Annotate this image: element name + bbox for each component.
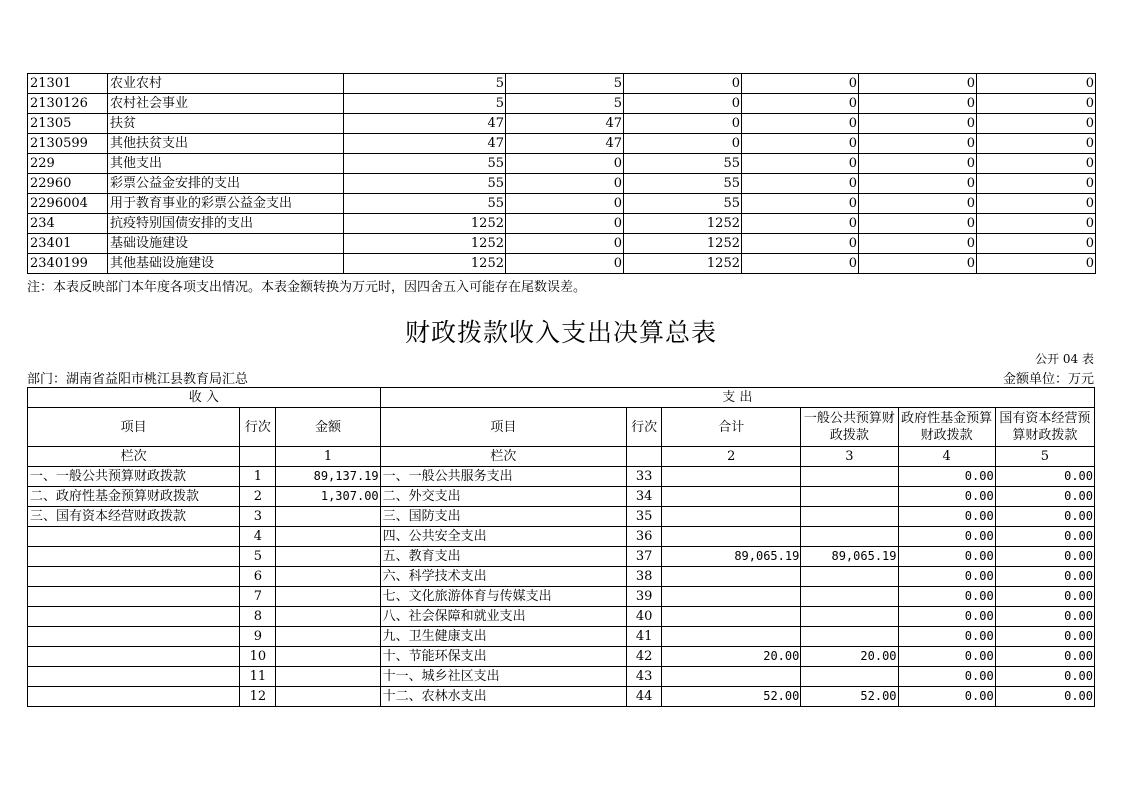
- table-note: 注：本表反映部门本年度各项支出情况。本表金额转换为万元时，因四舍五入可能存在尾数误差。: [27, 280, 587, 295]
- section-header-row: [28, 388, 1095, 408]
- income-item: [28, 687, 240, 707]
- table-row: [28, 627, 1095, 647]
- form-number: 公开 04 表: [1035, 352, 1094, 366]
- table-row: [28, 547, 1095, 567]
- column-number-row: [28, 447, 1095, 467]
- expense-row-no: 34: [627, 487, 662, 507]
- general-budget-amount: 20.00: [801, 647, 898, 667]
- amount-v2: 0: [506, 234, 624, 254]
- expense-total: [662, 527, 801, 547]
- income-amount: [276, 627, 380, 647]
- fund-budget-amount: 0.00: [898, 647, 995, 667]
- amount-v1: 55: [344, 194, 506, 214]
- fund-budget-amount: 0.00: [898, 547, 995, 567]
- table-row: [28, 687, 1095, 707]
- state-capital-amount: 0.00: [995, 507, 1094, 527]
- income-amount: [276, 687, 380, 707]
- income-section-header: 收 入: [28, 388, 381, 408]
- subject-name: 其他支出: [108, 154, 344, 174]
- amount-v6: 0: [977, 114, 1096, 134]
- amount-v4: 0: [742, 114, 859, 134]
- fund-budget-amount: 0.00: [898, 627, 995, 647]
- expense-total: [662, 667, 801, 687]
- amount-v6: 0: [977, 134, 1096, 154]
- amount-v5: 0: [859, 214, 977, 234]
- amount-v1: 55: [344, 154, 506, 174]
- state-capital-amount: 0.00: [995, 687, 1094, 707]
- amount-v4: 0: [742, 194, 859, 214]
- amount-v1: 47: [344, 134, 506, 154]
- expense-total: 20.00: [662, 647, 801, 667]
- table-row: [28, 234, 1096, 254]
- table-row: [28, 667, 1095, 687]
- fund-budget-header: 政府性基金预算财政拨款: [898, 408, 995, 447]
- table-row: [28, 487, 1095, 507]
- amount-v1: 5: [344, 74, 506, 94]
- income-item: [28, 627, 240, 647]
- amount-v1: 47: [344, 114, 506, 134]
- fund-budget-amount: 0.00: [898, 567, 995, 587]
- table-row: [28, 154, 1096, 174]
- expense-total: 89,065.19: [662, 547, 801, 567]
- table-row: [28, 94, 1096, 114]
- amount-v4: 0: [742, 254, 859, 274]
- amount-v2: 0: [506, 254, 624, 274]
- income-item: [28, 567, 240, 587]
- income-amount: [276, 667, 380, 687]
- state-capital-amount: 0.00: [995, 567, 1094, 587]
- amount-v1: 55: [344, 174, 506, 194]
- blank-cell: [627, 447, 662, 467]
- expense-item: 一、一般公共服务支出: [380, 467, 626, 487]
- expense-row-no: 39: [627, 587, 662, 607]
- state-capital-amount: 0.00: [995, 527, 1094, 547]
- blank-cell: [240, 447, 276, 467]
- state-capital-amount: 0.00: [995, 467, 1094, 487]
- income-amount: [276, 527, 380, 547]
- income-item: [28, 527, 240, 547]
- state-capital-amount: 0.00: [995, 547, 1094, 567]
- subject-name: 其他基础设施建设: [108, 254, 344, 274]
- amount-v5: 0: [859, 174, 977, 194]
- expense-row-no: 40: [627, 607, 662, 627]
- subject-name: 用于教育事业的彩票公益金支出: [108, 194, 344, 214]
- income-row-no: 1: [240, 467, 276, 487]
- table-row: [28, 587, 1095, 607]
- amount-v5: 0: [859, 254, 977, 274]
- subject-code: 2340199: [28, 254, 108, 274]
- amount-v2: 0: [506, 214, 624, 234]
- col-num-5: 5: [995, 447, 1094, 467]
- general-budget-amount: [801, 567, 898, 587]
- amount-v2: 47: [506, 134, 624, 154]
- subject-code: 23401: [28, 234, 108, 254]
- table-row: [28, 467, 1095, 487]
- amount-v6: 0: [977, 154, 1096, 174]
- fund-budget-amount: 0.00: [898, 687, 995, 707]
- amount-v2: 47: [506, 114, 624, 134]
- amount-v3: 0: [624, 134, 742, 154]
- fund-budget-amount: 0.00: [898, 607, 995, 627]
- expense-row-no: 35: [627, 507, 662, 527]
- table-row: [28, 527, 1095, 547]
- amount-v3: 55: [624, 194, 742, 214]
- fund-budget-amount: 0.00: [898, 527, 995, 547]
- subject-name: 农村社会事业: [108, 94, 344, 114]
- table-row: [28, 567, 1095, 587]
- income-item-header: 项目: [28, 408, 240, 447]
- income-row-no: 6: [240, 567, 276, 587]
- general-budget-amount: [801, 607, 898, 627]
- amount-v2: 0: [506, 174, 624, 194]
- amount-v6: 0: [977, 254, 1096, 274]
- state-capital-header: 国有资本经营预算财政拨款: [995, 408, 1094, 447]
- table-row: [28, 194, 1096, 214]
- subject-code: 234: [28, 214, 108, 234]
- total-header: 合计: [662, 408, 801, 447]
- fund-budget-amount: 0.00: [898, 467, 995, 487]
- amount-v3: 0: [624, 114, 742, 134]
- income-item: [28, 647, 240, 667]
- subject-code: 2130126: [28, 94, 108, 114]
- expense-row-no-header: 行次: [627, 408, 662, 447]
- expense-row-no: 43: [627, 667, 662, 687]
- general-budget-amount: [801, 487, 898, 507]
- col-num-2: 2: [662, 447, 801, 467]
- subject-code: 2296004: [28, 194, 108, 214]
- amount-v4: 0: [742, 154, 859, 174]
- state-capital-amount: 0.00: [995, 667, 1094, 687]
- table-row: [28, 254, 1096, 274]
- general-budget-amount: [801, 527, 898, 547]
- fund-budget-amount: 0.00: [898, 487, 995, 507]
- income-item: 三、国有资本经营财政拨款: [28, 507, 240, 527]
- subject-code: 21301: [28, 74, 108, 94]
- general-budget-amount: [801, 587, 898, 607]
- amount-v2: 0: [506, 154, 624, 174]
- amount-v6: 0: [977, 74, 1096, 94]
- expense-total: [662, 627, 801, 647]
- expense-item: 十二、农林水支出: [380, 687, 626, 707]
- income-item: [28, 607, 240, 627]
- subject-code: 22960: [28, 174, 108, 194]
- income-amount: [276, 647, 380, 667]
- general-budget-amount: [801, 667, 898, 687]
- amount-v5: 0: [859, 114, 977, 134]
- income-row-no: 2: [240, 487, 276, 507]
- expense-row-no: 38: [627, 567, 662, 587]
- income-item: [28, 667, 240, 687]
- subject-name: 抗疫特别国债安排的支出: [108, 214, 344, 234]
- income-row-no: 11: [240, 667, 276, 687]
- general-budget-header: 一般公共预算财政拨款: [801, 408, 898, 447]
- income-row-no-header: 行次: [240, 408, 276, 447]
- table-row: [28, 114, 1096, 134]
- subject-name: 基础设施建设: [108, 234, 344, 254]
- income-row-no: 12: [240, 687, 276, 707]
- income-row-no: 9: [240, 627, 276, 647]
- expense-total: [662, 567, 801, 587]
- page-title: 财政拨款收入支出决算总表: [404, 318, 717, 347]
- amount-v1: 5: [344, 94, 506, 114]
- amount-v3: 55: [624, 154, 742, 174]
- income-amount: [276, 607, 380, 627]
- table-row: [28, 74, 1096, 94]
- expense-item: 五、教育支出: [380, 547, 626, 567]
- table-row: [28, 647, 1095, 667]
- general-budget-amount: [801, 507, 898, 527]
- state-capital-amount: 0.00: [995, 587, 1094, 607]
- subject-code: 21305: [28, 114, 108, 134]
- amount-v5: 0: [859, 74, 977, 94]
- expense-total: [662, 507, 801, 527]
- expense-row-no: 36: [627, 527, 662, 547]
- expense-item: 四、公共安全支出: [380, 527, 626, 547]
- table-row: [28, 134, 1096, 154]
- amount-v3: 55: [624, 174, 742, 194]
- expense-total: [662, 467, 801, 487]
- table-row: [28, 607, 1095, 627]
- amount-v5: 0: [859, 234, 977, 254]
- income-row-no: 7: [240, 587, 276, 607]
- unit-label: 金额单位：万元: [1002, 372, 1094, 387]
- amount-v2: 5: [506, 74, 624, 94]
- subject-code: 229: [28, 154, 108, 174]
- expense-row-no: 37: [627, 547, 662, 567]
- col-num-1: 1: [276, 447, 380, 467]
- general-budget-amount: 52.00: [801, 687, 898, 707]
- state-capital-amount: 0.00: [995, 607, 1094, 627]
- amount-v4: 0: [742, 74, 859, 94]
- general-budget-amount: [801, 467, 898, 487]
- expense-detail-table: [27, 73, 1096, 274]
- expense-item: 八、社会保障和就业支出: [380, 607, 626, 627]
- amount-v3: 0: [624, 74, 742, 94]
- amount-v1: 1252: [344, 214, 506, 234]
- state-capital-amount: 0.00: [995, 487, 1094, 507]
- department-label: 部门：湖南省益阳市桃江县教育局汇总: [27, 372, 249, 387]
- income-amount-header: 金额: [276, 408, 380, 447]
- income-item: 一、一般公共预算财政拨款: [28, 467, 240, 487]
- income-row-no: 10: [240, 647, 276, 667]
- expense-detail-body: [28, 74, 1096, 274]
- table-row: [28, 507, 1095, 527]
- subject-name: 扶贫: [108, 114, 344, 134]
- expense-row-no: 33: [627, 467, 662, 487]
- expense-item: 六、科学技术支出: [380, 567, 626, 587]
- income-amount: [276, 567, 380, 587]
- amount-v2: 0: [506, 194, 624, 214]
- general-budget-amount: [801, 627, 898, 647]
- expense-col-label: 栏次: [380, 447, 626, 467]
- amount-v6: 0: [977, 234, 1096, 254]
- amount-v1: 1252: [344, 254, 506, 274]
- amount-v3: 1252: [624, 214, 742, 234]
- subject-code: 2130599: [28, 134, 108, 154]
- expense-item: 十、节能环保支出: [380, 647, 626, 667]
- income-item: 二、政府性基金预算财政拨款: [28, 487, 240, 507]
- income-col-label: 栏次: [28, 447, 240, 467]
- amount-v5: 0: [859, 94, 977, 114]
- amount-v5: 0: [859, 194, 977, 214]
- state-capital-amount: 0.00: [995, 627, 1094, 647]
- income-item: [28, 547, 240, 567]
- income-item: [28, 587, 240, 607]
- amount-v2: 5: [506, 94, 624, 114]
- state-capital-amount: 0.00: [995, 647, 1094, 667]
- table-row: [28, 174, 1096, 194]
- amount-v5: 0: [859, 134, 977, 154]
- expense-total: [662, 607, 801, 627]
- amount-v4: 0: [742, 214, 859, 234]
- income-amount: 89,137.19: [276, 467, 380, 487]
- fund-budget-amount: 0.00: [898, 667, 995, 687]
- expense-item: 七、文化旅游体育与传媒支出: [380, 587, 626, 607]
- subject-name: 其他扶贫支出: [108, 134, 344, 154]
- income-row-no: 5: [240, 547, 276, 567]
- expense-item-header: 项目: [380, 408, 626, 447]
- subject-name: 农业农村: [108, 74, 344, 94]
- expense-item: 二、外交支出: [380, 487, 626, 507]
- amount-v3: 0: [624, 94, 742, 114]
- col-num-4: 4: [898, 447, 995, 467]
- budget-summary-table: [27, 387, 1095, 707]
- expense-item: 三、国防支出: [380, 507, 626, 527]
- expense-item: 十一、城乡社区支出: [380, 667, 626, 687]
- amount-v3: 1252: [624, 234, 742, 254]
- general-budget-amount: 89,065.19: [801, 547, 898, 567]
- expense-total: 52.00: [662, 687, 801, 707]
- col-num-3: 3: [801, 447, 898, 467]
- expense-item: 九、卫生健康支出: [380, 627, 626, 647]
- amount-v6: 0: [977, 94, 1096, 114]
- amount-v6: 0: [977, 194, 1096, 214]
- expense-row-no: 42: [627, 647, 662, 667]
- amount-v1: 1252: [344, 234, 506, 254]
- fund-budget-amount: 0.00: [898, 587, 995, 607]
- subject-name: 彩票公益金安排的支出: [108, 174, 344, 194]
- amount-v5: 0: [859, 154, 977, 174]
- amount-v3: 1252: [624, 254, 742, 274]
- expense-row-no: 44: [627, 687, 662, 707]
- amount-v4: 0: [742, 174, 859, 194]
- amount-v4: 0: [742, 234, 859, 254]
- table-row: [28, 214, 1096, 234]
- income-row-no: 8: [240, 607, 276, 627]
- income-amount: [276, 587, 380, 607]
- column-header-row: [28, 408, 1095, 447]
- amount-v6: 0: [977, 214, 1096, 234]
- expense-total: [662, 487, 801, 507]
- expense-total: [662, 587, 801, 607]
- fund-budget-amount: 0.00: [898, 507, 995, 527]
- income-amount: 1,307.00: [276, 487, 380, 507]
- income-amount: [276, 507, 380, 527]
- income-row-no: 4: [240, 527, 276, 547]
- amount-v4: 0: [742, 134, 859, 154]
- expense-section-header: 支 出: [380, 388, 1094, 408]
- amount-v6: 0: [977, 174, 1096, 194]
- amount-v4: 0: [742, 94, 859, 114]
- expense-row-no: 41: [627, 627, 662, 647]
- budget-summary-body: [28, 388, 1095, 707]
- income-amount: [276, 547, 380, 567]
- income-row-no: 3: [240, 507, 276, 527]
